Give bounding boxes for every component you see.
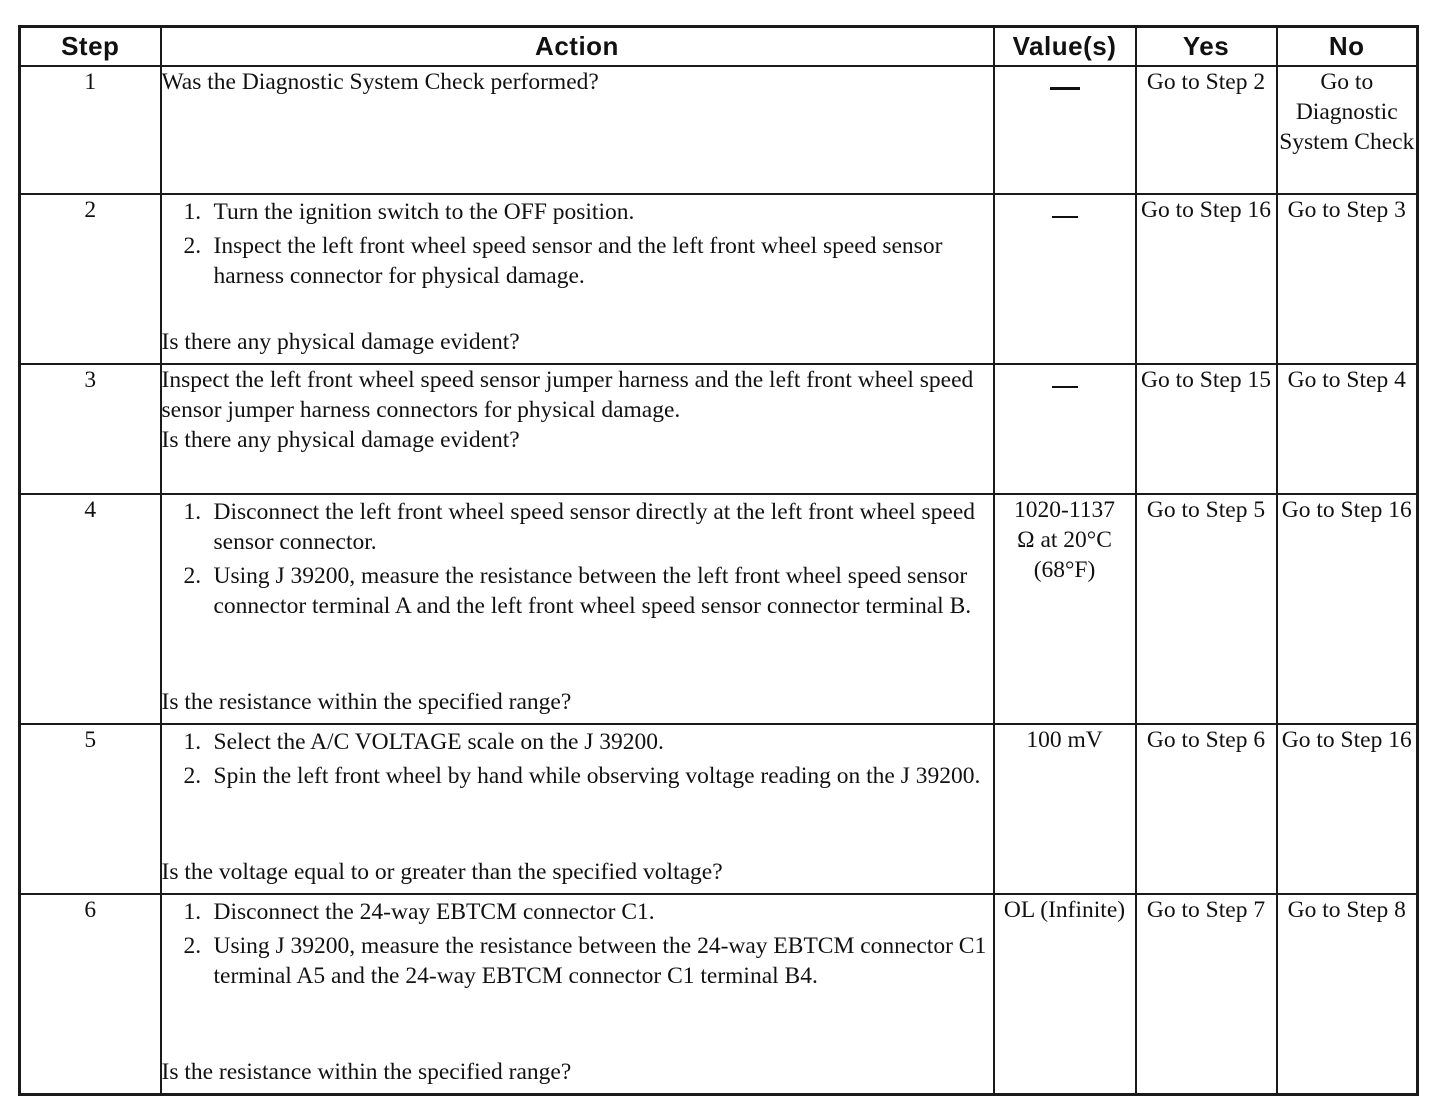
action-step-number: 1.: [183, 499, 202, 525]
action-question: Is there any physical damage evident?: [161, 427, 520, 453]
yes-cell: Go to Step 16: [1136, 194, 1277, 364]
table-row: [20, 66, 1418, 194]
action-text: Was the Diagnostic System Check performed?: [161, 69, 599, 95]
action-cell: [161, 364, 994, 494]
no-cell: Go to Step 3: [1277, 194, 1418, 364]
action-step-number: 1.: [183, 199, 202, 225]
no-cell: Go to Step 4: [1277, 364, 1418, 494]
action-step: [184, 497, 993, 557]
action-step-text: Using J 39200, measure the resistance between the 24-way EBTCM connector C1 terminal A5 and the 24-way EBTCM connector C1 terminal B4.: [213, 933, 987, 989]
action-step: [184, 761, 993, 791]
action-step-number: 1.: [183, 729, 202, 755]
no-cell: Go to Step 16: [1277, 724, 1418, 894]
action-step: [184, 231, 993, 291]
header-step: Step: [20, 27, 161, 67]
table-row: [20, 364, 1418, 494]
value-cell: [994, 194, 1136, 364]
action-step: [184, 727, 993, 757]
action-cell: [161, 194, 994, 364]
action-question: Is the resistance within the specified range?: [161, 1059, 572, 1085]
action-question: Is the resistance within the specified range?: [161, 689, 572, 715]
action-steps: [162, 727, 993, 795]
action-step-number: 1.: [183, 899, 202, 925]
header-values: Value(s): [994, 27, 1136, 67]
yes-cell: Go to Step 6: [1136, 724, 1277, 894]
action-step: [184, 561, 993, 621]
yes-cell: Go to Step 5: [1136, 494, 1277, 724]
header-no: No: [1277, 27, 1418, 67]
action-steps: [162, 197, 993, 295]
no-cell: Go to Step 8: [1277, 894, 1418, 1094]
action-cell: [161, 894, 994, 1094]
action-step: [184, 931, 993, 991]
value-cell: 1020-1137 Ω at 20°C (68°F): [994, 494, 1136, 724]
step-number: 1: [20, 66, 161, 194]
table-row: [20, 724, 1418, 894]
diagnostic-table: [18, 25, 1419, 1096]
table-row: [20, 894, 1418, 1094]
action-cell: [161, 66, 994, 194]
table-row: [20, 194, 1418, 364]
header-row: [20, 27, 1418, 67]
value-dash: [1052, 216, 1078, 218]
header-action: Action: [161, 27, 994, 67]
action-step: [184, 197, 993, 227]
value-cell: [994, 66, 1136, 194]
step-number: 4: [20, 494, 161, 724]
value-dash: [1052, 386, 1078, 388]
value-cell: OL (Infinite): [994, 894, 1136, 1094]
action-step-text: Disconnect the 24-way EBTCM connector C1.: [213, 899, 655, 925]
value-cell: [994, 364, 1136, 494]
action-steps: [162, 497, 993, 625]
action-step-text: Spin the left front wheel by hand while observing voltage reading on the J 39200.: [213, 763, 981, 789]
action-step-text: Select the A/C VOLTAGE scale on the J 39200.: [213, 729, 664, 755]
action-cell: [161, 494, 994, 724]
action-text: Inspect the left front wheel speed sensor jumper harness and the left front wheel speed sensor jumper harness connectors for physical damage.: [161, 367, 974, 423]
yes-cell: Go to Step 7: [1136, 894, 1277, 1094]
action-step-text: Disconnect the left front wheel speed sensor directly at the left front wheel speed sensor connector.: [213, 499, 976, 555]
step-number: 5: [20, 724, 161, 894]
value-dash: [1050, 87, 1080, 90]
action-steps: [162, 897, 993, 995]
step-number: 3: [20, 364, 161, 494]
action-step-number: 2.: [183, 763, 202, 789]
action-step-text: Turn the ignition switch to the OFF position.: [213, 199, 635, 225]
yes-cell: Go to Step 2: [1136, 66, 1277, 194]
table-row: [20, 494, 1418, 724]
action-step-number: 2.: [183, 933, 202, 959]
action-step-text: Inspect the left front wheel speed sensor and the left front wheel speed sensor harness connector for physical damage.: [213, 233, 943, 289]
action-cell: [161, 724, 994, 894]
action-step: [184, 897, 993, 927]
action-step-text: Using J 39200, measure the resistance between the left front wheel speed sensor connector terminal A and the left front wheel speed sensor connector terminal B.: [213, 563, 972, 619]
action-question: Is there any physical damage evident?: [161, 329, 520, 355]
no-cell: Go to Step 16: [1277, 494, 1418, 724]
step-number: 2: [20, 194, 161, 364]
header-yes: Yes: [1136, 27, 1277, 67]
action-step-number: 2.: [183, 563, 202, 589]
value-cell: 100 mV: [994, 724, 1136, 894]
action-step-number: 2.: [183, 233, 202, 259]
no-cell: Go to Diagnostic System Check: [1277, 66, 1418, 194]
step-number: 6: [20, 894, 161, 1094]
action-question: Is the voltage equal to or greater than the specified voltage?: [161, 859, 723, 885]
yes-cell: Go to Step 15: [1136, 364, 1277, 494]
